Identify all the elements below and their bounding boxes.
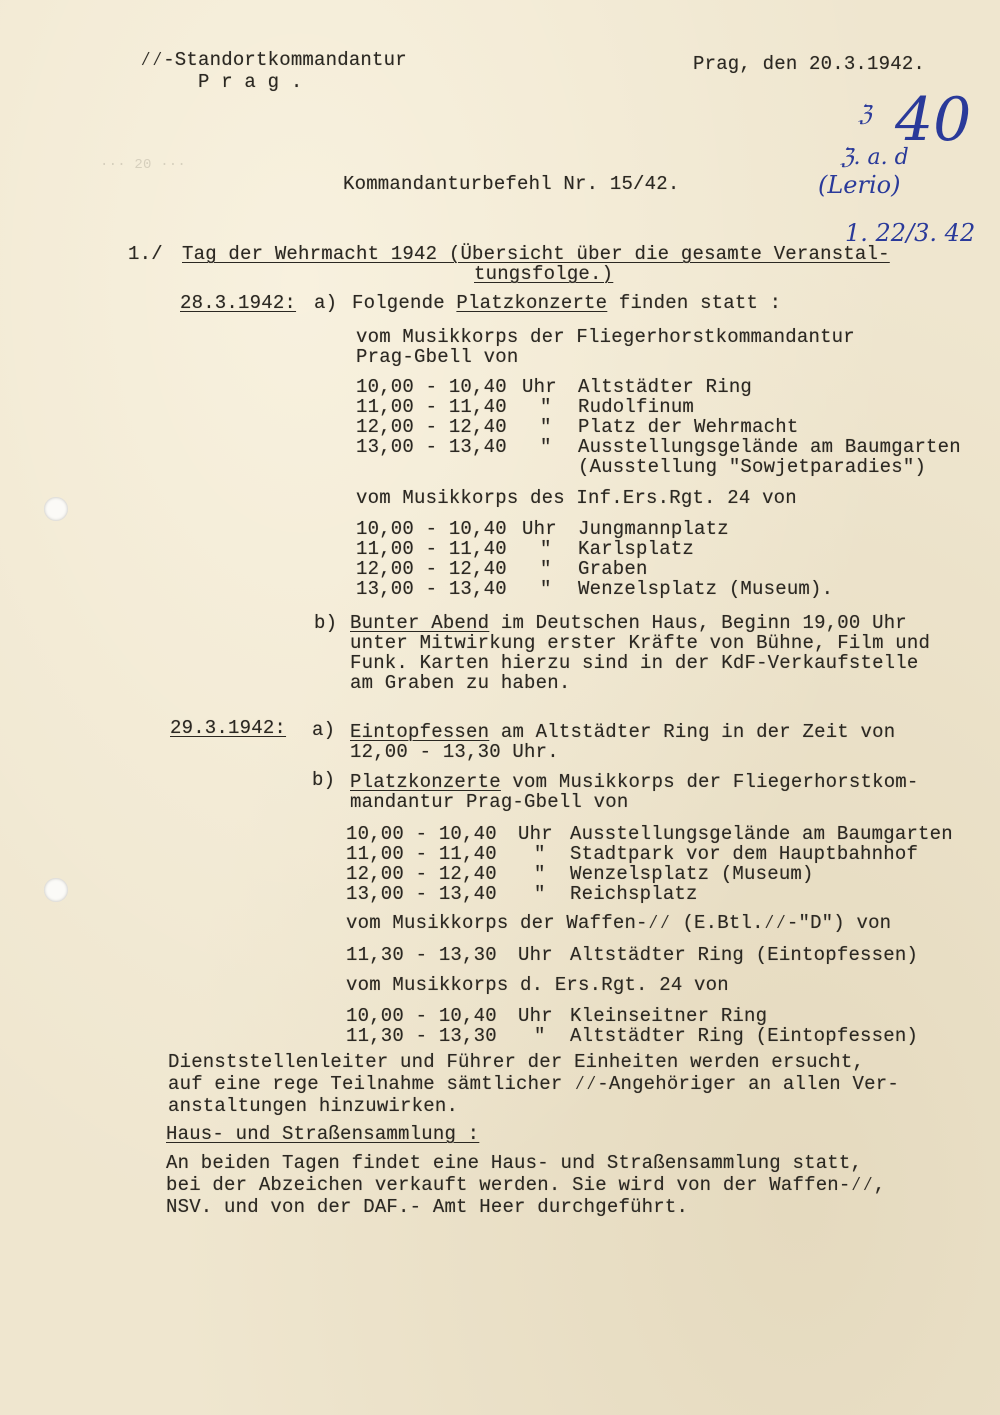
- day1-s1-row3-place: Ausstellungsgelände am Baumgarten: [578, 436, 961, 458]
- day1-s1-row2-time: 12,00 - 12,40: [356, 416, 507, 438]
- day2-s3-row1-time: 11,30 - 13,30: [346, 1025, 497, 1047]
- day1-a-text: [352, 293, 781, 313]
- day1-s2-row2-unit: ": [540, 558, 552, 580]
- day2-s1-row1-unit: ": [534, 843, 546, 865]
- day1-s2-row2-time: 12,00 - 12,40: [356, 558, 507, 580]
- punch-hole-top: [44, 497, 68, 521]
- document-title: Kommandanturbefehl Nr. 15/42.: [343, 173, 680, 195]
- day2-s2-row0-unit: Uhr: [518, 944, 553, 966]
- handwritten-mark-small: ℨ: [858, 102, 872, 127]
- day1-s2-row0-time: 10,00 - 10,40: [356, 518, 507, 540]
- day1-corps1-line1: vom Musikkorps der Fliegerhorstkommandantur: [356, 326, 855, 348]
- collection-line1: An beiden Tagen findet eine Haus- und Straßensammlung statt,: [166, 1152, 863, 1174]
- day2-b-underlined: Platzkonzerte: [350, 771, 501, 793]
- day1-s1-row0-unit: Uhr: [522, 376, 557, 398]
- day1-s2-row1-place: Karlsplatz: [578, 538, 695, 560]
- day2-s3-row0-place: Kleinseitner Ring: [570, 1005, 768, 1027]
- day1-b-line2: unter Mitwirkung erster Kräfte von Bühne, Film und: [350, 632, 931, 654]
- closing-line3: anstaltungen hinzuwirken.: [168, 1095, 459, 1117]
- place-date: Prag, den 20.3.1942.: [693, 53, 926, 75]
- day2-s1-row0-unit: Uhr: [518, 823, 553, 845]
- day1-a-text-pre: Folgende: [352, 292, 457, 314]
- day1-s2-row1-unit: ": [540, 538, 552, 560]
- day1-s2-row3-time: 13,00 - 13,40: [356, 578, 507, 600]
- day1-s1-row3-unit: ": [540, 436, 552, 458]
- section-heading-line2: tungsfolge.): [474, 263, 614, 285]
- day1-a-marker: a): [314, 292, 338, 314]
- collection-line3: NSV. und von der DAF.- Amt Heer durchgeführt.: [166, 1196, 689, 1218]
- day2-s1-row3-place: Reichsplatz: [570, 883, 698, 905]
- day2-s1-row2-time: 12,00 - 12,40: [346, 863, 497, 885]
- day2-a-underlined: Eintopfessen: [350, 721, 490, 743]
- handwritten-mark-line1: ℨ. a. d: [840, 145, 909, 170]
- office-name: ⁄⁄-Standortkommandantur: [140, 49, 407, 71]
- day2-s1-row2-place: Wenzelsplatz (Museum): [570, 863, 814, 885]
- day1-b-marker: b): [314, 612, 338, 634]
- handwritten-number: 40: [895, 85, 972, 155]
- day2-a-line2: 12,00 - 13,30 Uhr.: [350, 741, 559, 763]
- day2-s1-row1-time: 11,00 - 11,40: [346, 843, 497, 865]
- day1-b-underlined: Bunter Abend: [350, 612, 490, 634]
- day1-s2-row3-unit: ": [540, 578, 552, 600]
- day1-b-line4: am Graben zu haben.: [350, 672, 571, 694]
- day2-date: 29.3.1942:: [170, 717, 287, 739]
- handwritten-initials: 1. 22/3. 42: [845, 219, 976, 247]
- closing-line1: Dienststellenleiter und Führer der Einheiten werden ersucht,: [168, 1051, 865, 1073]
- day1-a-text-underlined: Platzkonzerte: [456, 292, 608, 314]
- day1-date: 28.3.1942:: [180, 292, 297, 314]
- day2-s1-row3-time: 13,00 - 13,40: [346, 883, 497, 905]
- day1-s2-row0-unit: Uhr: [522, 518, 557, 540]
- day1-corps2: vom Musikkorps des Inf.Ers.Rgt. 24 von: [356, 487, 797, 509]
- day2-a-marker: a): [312, 719, 336, 741]
- day1-s2-row3-place: Wenzelsplatz (Museum).: [578, 578, 834, 600]
- day2-s3-row1-place: Altstädter Ring (Eintopfessen): [570, 1025, 919, 1047]
- day2-s3-row1-unit: ": [534, 1025, 546, 1047]
- day2-b-line1-post: vom Musikkorps der Fliegerhorstkom-: [500, 771, 919, 793]
- day2-b-marker: b): [312, 769, 336, 791]
- day2-corps2: vom Musikkorps der Waffen-⁄⁄ (E.Btl.⁄⁄-"D") von: [346, 912, 892, 934]
- day1-s2-row2-place: Graben: [578, 558, 648, 580]
- day1-s1-row2-unit: ": [540, 416, 552, 438]
- day2-s1-row0-time: 10,00 - 10,40: [346, 823, 497, 845]
- day1-s1-row0-time: 10,00 - 10,40: [356, 376, 507, 398]
- office-city: P r a g .: [198, 71, 303, 93]
- day1-b-line3: Funk. Karten hierzu sind in der KdF-Verkaufstelle: [350, 652, 919, 674]
- day1-a-text-post: finden statt :: [607, 292, 782, 314]
- closing-line2: auf eine rege Teilnahme sämtlicher ⁄⁄-Angehöriger an allen Ver-: [168, 1073, 899, 1095]
- day1-b-line1-post: im Deutschen Haus, Beginn 19,00 Uhr: [489, 612, 907, 634]
- day1-s1-row3-time: 13,00 - 13,40: [356, 436, 507, 458]
- day1-s1-row2-place: Platz der Wehrmacht: [578, 416, 799, 438]
- day1-corps1-line2: Prag-Gbell von: [356, 346, 519, 368]
- day2-s3-row0-unit: Uhr: [518, 1005, 553, 1027]
- day1-s1-row1-unit: ": [540, 396, 552, 418]
- handwritten-mark-line2: (Lerio): [818, 171, 901, 199]
- day1-s2-row0-place: Jungmannplatz: [578, 518, 729, 540]
- punch-hole-bottom: [44, 878, 68, 902]
- day2-s1-row0-place: Ausstellungsgelände am Baumgarten: [570, 823, 953, 845]
- collection-line2: bei der Abzeichen verkauft werden. Sie wird von der Waffen-⁄⁄,: [166, 1174, 886, 1196]
- day2-s3-row0-time: 10,00 - 10,40: [346, 1005, 497, 1027]
- day1-s1-note: (Ausstellung "Sowjetparadies"): [578, 456, 927, 478]
- faint-stamp-residue: ··· 20 ···: [100, 157, 187, 173]
- day2-s1-row2-unit: ": [534, 863, 546, 885]
- day2-s2-row0-time: 11,30 - 13,30: [346, 944, 497, 966]
- day2-a-line1: [350, 722, 895, 742]
- day1-b-line1: [350, 613, 907, 633]
- day2-b-line2: mandantur Prag-Gbell von: [350, 791, 629, 813]
- day2-corps3: vom Musikkorps d. Ers.Rgt. 24 von: [346, 974, 729, 996]
- day2-b-line1: [350, 772, 919, 792]
- day2-s1-row1-place: Stadtpark vor dem Hauptbahnhof: [570, 843, 919, 865]
- day1-s2-row1-time: 11,00 - 11,40: [356, 538, 507, 560]
- day2-s1-row3-unit: ": [534, 883, 546, 905]
- day1-s1-row1-time: 11,00 - 11,40: [356, 396, 507, 418]
- day1-s1-row1-place: Rudolfinum: [578, 396, 695, 418]
- day2-a-line1-post: am Altstädter Ring in der Zeit von: [489, 721, 896, 743]
- day1-s1-row0-place: Altstädter Ring: [578, 376, 753, 398]
- collection-heading: Haus- und Straßensammlung :: [166, 1123, 480, 1145]
- section-heading-line1: Tag der Wehrmacht 1942 (Übersicht über die gesamte Veranstal-: [182, 243, 890, 265]
- day2-s2-row0-place: Altstädter Ring (Eintopfessen): [570, 944, 919, 966]
- section-number: 1./: [128, 243, 163, 265]
